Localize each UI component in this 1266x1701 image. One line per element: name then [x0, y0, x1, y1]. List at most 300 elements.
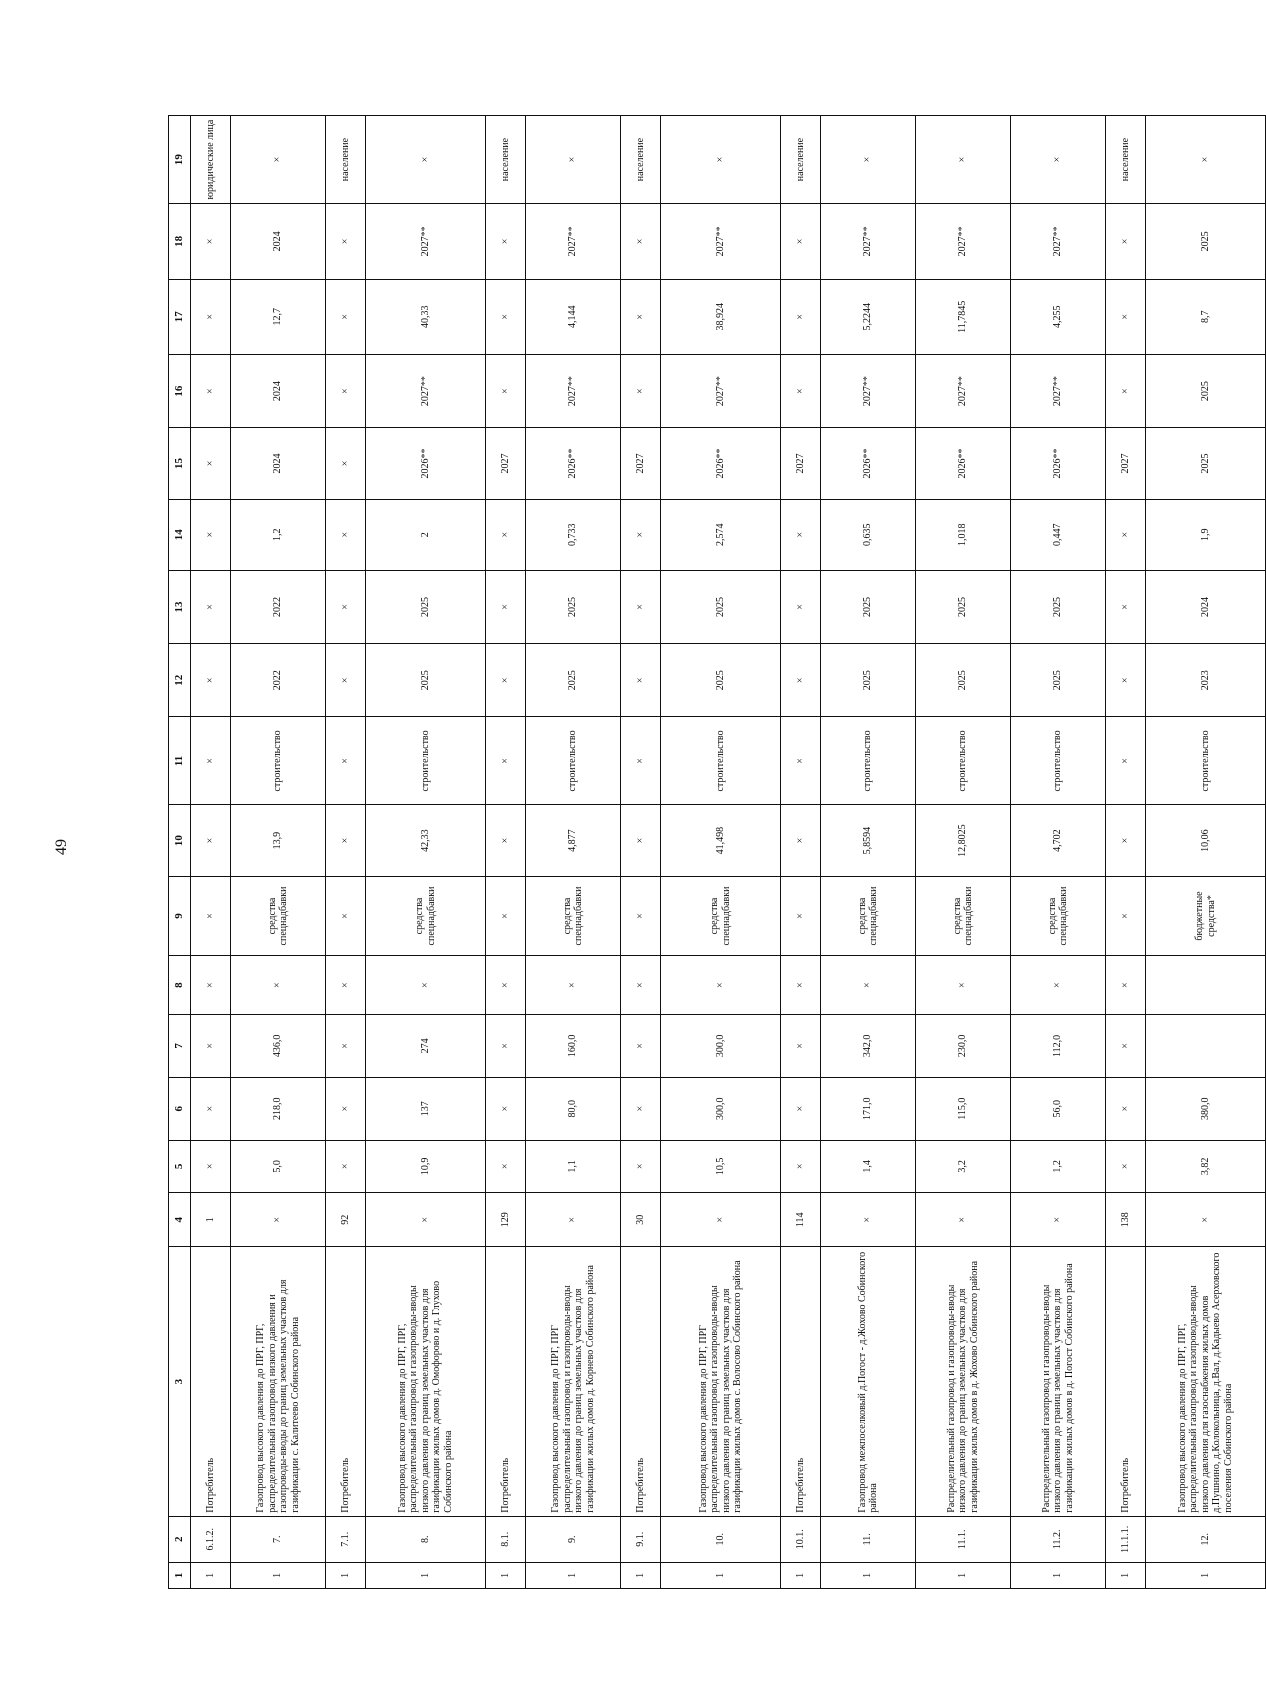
- table-cell: ×: [1146, 1193, 1266, 1247]
- table-cell: ×: [621, 1140, 661, 1192]
- table-cell: 2025: [661, 570, 781, 643]
- table-cell: строительство: [661, 717, 781, 805]
- table-cell: 2027**: [1011, 204, 1106, 279]
- table-cell: 274: [366, 1014, 486, 1077]
- table-cell: 230,0: [916, 1014, 1011, 1077]
- table-cell: Распределительный газопровод и газопроводы-вводы низкого давления до границ земельных участков для газификации жилых домов в д. Погост Собинского района: [1011, 1247, 1106, 1516]
- table-cell: ×: [781, 1014, 821, 1077]
- table-cell: 436,0: [231, 1014, 326, 1077]
- table-cell: ×: [326, 1140, 366, 1192]
- table-cell: ×: [191, 717, 231, 805]
- table-cell: ×: [231, 116, 326, 204]
- table-cell: 218,0: [231, 1077, 326, 1140]
- table-cell: ×: [821, 956, 916, 1015]
- table-cell: 112,0: [1011, 1014, 1106, 1077]
- table-cell: ×: [621, 1077, 661, 1140]
- table-cell: 12,8025: [916, 805, 1011, 876]
- table-cell: Газопровод высокого давления до ПРГ, ПРГ, распределительный газопровод и газопроводы-вводы низкого давления для газоснабжения жилых домов д.Пушнино, д.Колокольница, д.Вал, д.Кадыево Асерховского поселения Собинского района: [1146, 1247, 1266, 1516]
- table-cell: ×: [486, 805, 526, 876]
- table-cell: ×: [191, 1014, 231, 1077]
- table-cell: 92: [326, 1193, 366, 1247]
- table-cell: 1,9: [1146, 499, 1266, 570]
- table-cell: ×: [326, 644, 366, 717]
- table-cell: 2027: [621, 428, 661, 499]
- table-cell: ×: [231, 1193, 326, 1247]
- table-cell: ×: [191, 499, 231, 570]
- table-cell: ×: [326, 279, 366, 354]
- table-cell: 2023: [1146, 644, 1266, 717]
- table-cell: 2025: [1011, 644, 1106, 717]
- column-header: 3: [169, 1247, 191, 1516]
- column-header: 14: [169, 499, 191, 570]
- table-cell: 8,7: [1146, 279, 1266, 354]
- table-cell: 2027**: [821, 204, 916, 279]
- table-cell: 300,0: [661, 1014, 781, 1077]
- table-cell: 2027**: [366, 355, 486, 428]
- table-cell: 2025: [366, 570, 486, 643]
- table-cell: ×: [486, 1014, 526, 1077]
- table-cell: ×: [1106, 956, 1146, 1015]
- table-cell: [1146, 1014, 1266, 1077]
- table-cell: 9.1.: [621, 1516, 661, 1562]
- table-cell: ×: [621, 876, 661, 956]
- table-cell: ×: [621, 279, 661, 354]
- table-cell: ×: [526, 956, 621, 1015]
- table-cell: 2022: [231, 570, 326, 643]
- column-header: 19: [169, 116, 191, 204]
- table-cell: 3,2: [916, 1140, 1011, 1192]
- table-cell: [1146, 956, 1266, 1015]
- table-cell: 8.: [366, 1516, 486, 1562]
- table-cell: ×: [781, 204, 821, 279]
- table-cell: ×: [1106, 1077, 1146, 1140]
- table-cell: 2022: [231, 644, 326, 717]
- table-cell: 5,2244: [821, 279, 916, 354]
- table-cell: население: [781, 116, 821, 204]
- table-cell: 1: [1146, 1562, 1266, 1588]
- table-cell: ×: [621, 956, 661, 1015]
- table-cell: 2,574: [661, 499, 781, 570]
- table-cell: ×: [1146, 116, 1266, 204]
- table-row: [821, 116, 916, 1589]
- table-cell: ×: [191, 204, 231, 279]
- table-cell: ×: [1106, 1014, 1146, 1077]
- table-cell: ×: [1106, 717, 1146, 805]
- table-cell: ×: [486, 499, 526, 570]
- table-cell: 2025: [821, 570, 916, 643]
- table-cell: 1: [326, 1562, 366, 1588]
- table-cell: средства спецнадбавки: [1011, 876, 1106, 956]
- column-header: 17: [169, 279, 191, 354]
- table-cell: 56,0: [1011, 1077, 1106, 1140]
- table-cell: ×: [326, 876, 366, 956]
- table-cell: ×: [621, 805, 661, 876]
- table-cell: строительство: [1146, 717, 1266, 805]
- table-cell: 12,7: [231, 279, 326, 354]
- table-cell: ×: [1106, 355, 1146, 428]
- table-cell: ×: [781, 1077, 821, 1140]
- table-cell: 2025: [821, 644, 916, 717]
- table-cell: ×: [781, 1140, 821, 1192]
- table-cell: Потребитель: [1106, 1247, 1146, 1516]
- table-cell: 1,4: [821, 1140, 916, 1192]
- table-cell: 5,0: [231, 1140, 326, 1192]
- table-cell: ×: [621, 644, 661, 717]
- table-cell: 2026**: [1011, 428, 1106, 499]
- table-cell: ×: [1011, 956, 1106, 1015]
- table-cell: строительство: [916, 717, 1011, 805]
- table-cell: 2024: [231, 428, 326, 499]
- table-cell: 10.: [661, 1516, 781, 1562]
- table-cell: население: [1106, 116, 1146, 204]
- table-cell: ×: [326, 204, 366, 279]
- table-cell: 1,1: [526, 1140, 621, 1192]
- table-row: [231, 116, 326, 1589]
- table-cell: ×: [1011, 116, 1106, 204]
- table-cell: 1: [621, 1562, 661, 1588]
- table-cell: Потребитель: [326, 1247, 366, 1516]
- table-cell: 138: [1106, 1193, 1146, 1247]
- column-header: 10: [169, 805, 191, 876]
- table-cell: ×: [486, 717, 526, 805]
- table-cell: 2027**: [821, 355, 916, 428]
- column-header: 18: [169, 204, 191, 279]
- table-cell: ×: [916, 116, 1011, 204]
- table-cell: ×: [191, 428, 231, 499]
- table-cell: 2026**: [661, 428, 781, 499]
- table-cell: 2024: [231, 355, 326, 428]
- table-cell: ×: [191, 805, 231, 876]
- table-cell: ×: [661, 956, 781, 1015]
- column-header: 11: [169, 717, 191, 805]
- table-cell: 2025: [916, 644, 1011, 717]
- table-cell: 2027**: [526, 355, 621, 428]
- column-header: 8: [169, 956, 191, 1015]
- table-cell: 115,0: [916, 1077, 1011, 1140]
- table-cell: ×: [1106, 499, 1146, 570]
- table-row: [191, 116, 231, 1589]
- table-cell: 2027**: [366, 204, 486, 279]
- table-cell: 380,0: [1146, 1077, 1266, 1140]
- table-cell: ×: [661, 1193, 781, 1247]
- table-cell: ×: [191, 355, 231, 428]
- rotated-table-wrapper: [168, 115, 1234, 1589]
- column-header: 5: [169, 1140, 191, 1192]
- gas-pipeline-table: [168, 115, 1266, 1589]
- table-cell: ×: [326, 956, 366, 1015]
- table-cell: 7.: [231, 1516, 326, 1562]
- table-cell: 1: [661, 1562, 781, 1588]
- table-cell: ×: [486, 1077, 526, 1140]
- table-cell: 3,82: [1146, 1140, 1266, 1192]
- table-cell: ×: [366, 956, 486, 1015]
- table-cell: ×: [781, 570, 821, 643]
- table-cell: 2025: [1011, 570, 1106, 643]
- column-header: 16: [169, 355, 191, 428]
- table-cell: ×: [781, 717, 821, 805]
- table-cell: 1: [191, 1562, 231, 1588]
- column-header: 2: [169, 1516, 191, 1562]
- table-cell: 2025: [1146, 204, 1266, 279]
- table-cell: 1: [916, 1562, 1011, 1588]
- table-cell: ×: [191, 279, 231, 354]
- table-cell: 0,447: [1011, 499, 1106, 570]
- table-cell: бюджетные средства*: [1146, 876, 1266, 956]
- table-cell: 2026**: [366, 428, 486, 499]
- table-cell: ×: [326, 717, 366, 805]
- table-cell: население: [621, 116, 661, 204]
- table-cell: 4,255: [1011, 279, 1106, 354]
- table-cell: ×: [1106, 204, 1146, 279]
- column-header: 6: [169, 1077, 191, 1140]
- table-cell: 80,0: [526, 1077, 621, 1140]
- table-cell: средства спецнадбавки: [366, 876, 486, 956]
- table-cell: 11.1.1.: [1106, 1516, 1146, 1562]
- table-cell: ×: [1011, 1193, 1106, 1247]
- column-header: 1: [169, 1562, 191, 1588]
- table-cell: ×: [191, 1140, 231, 1192]
- table-cell: 2027**: [1011, 355, 1106, 428]
- table-cell: ×: [191, 1077, 231, 1140]
- table-cell: 1,2: [1011, 1140, 1106, 1192]
- table-cell: 6.1.2.: [191, 1516, 231, 1562]
- table-cell: ×: [486, 279, 526, 354]
- table-cell: строительство: [526, 717, 621, 805]
- table-cell: ×: [326, 805, 366, 876]
- table-cell: 13,9: [231, 805, 326, 876]
- table-cell: ×: [486, 1140, 526, 1192]
- table-cell: ×: [621, 570, 661, 643]
- table-cell: 171,0: [821, 1077, 916, 1140]
- table-cell: 10,9: [366, 1140, 486, 1192]
- table-cell: Потребитель: [486, 1247, 526, 1516]
- table-cell: 2025: [661, 644, 781, 717]
- table-cell: средства спецнадбавки: [916, 876, 1011, 956]
- table-cell: 2025: [526, 644, 621, 717]
- table-cell: ×: [781, 499, 821, 570]
- table-cell: средства спецнадбавки: [821, 876, 916, 956]
- table-cell: 129: [486, 1193, 526, 1247]
- table-cell: 5,8594: [821, 805, 916, 876]
- column-header: 4: [169, 1193, 191, 1247]
- table-cell: ×: [191, 570, 231, 643]
- table-cell: 0,733: [526, 499, 621, 570]
- table-cell: 12.: [1146, 1516, 1266, 1562]
- table-cell: Потребитель: [191, 1247, 231, 1516]
- table-body: [191, 116, 1266, 1589]
- table-cell: ×: [781, 644, 821, 717]
- table-cell: ×: [486, 956, 526, 1015]
- table-cell: 160,0: [526, 1014, 621, 1077]
- table-cell: 2027**: [661, 204, 781, 279]
- table-cell: ×: [191, 644, 231, 717]
- table-cell: 2027: [781, 428, 821, 499]
- table-cell: ×: [621, 204, 661, 279]
- table-cell: ×: [1106, 1140, 1146, 1192]
- table-cell: ×: [621, 499, 661, 570]
- table-cell: 2025: [916, 570, 1011, 643]
- column-header: 13: [169, 570, 191, 643]
- table-cell: 11.: [821, 1516, 916, 1562]
- table-cell: ×: [486, 644, 526, 717]
- table-header-row: [169, 116, 191, 1589]
- table-cell: ×: [326, 570, 366, 643]
- table-cell: 2026**: [916, 428, 1011, 499]
- table-row: [1146, 116, 1266, 1589]
- table-cell: 2027**: [661, 355, 781, 428]
- table-cell: ×: [191, 876, 231, 956]
- table-cell: ×: [621, 355, 661, 428]
- table-cell: 2026**: [821, 428, 916, 499]
- table-cell: 1: [366, 1562, 486, 1588]
- table-cell: средства спецнадбавки: [231, 876, 326, 956]
- table-cell: население: [486, 116, 526, 204]
- table-cell: ×: [366, 116, 486, 204]
- table-cell: 1: [1106, 1562, 1146, 1588]
- table-row: [781, 116, 821, 1589]
- table-cell: Газопровод межпоселковый д.Погост - д.Жохово Собинского района: [821, 1247, 916, 1516]
- table-cell: ×: [916, 956, 1011, 1015]
- table-cell: 2: [366, 499, 486, 570]
- table-cell: 2027: [1106, 428, 1146, 499]
- table-row: [916, 116, 1011, 1589]
- table-cell: 1: [526, 1562, 621, 1588]
- table-cell: ×: [781, 805, 821, 876]
- table-cell: ×: [781, 355, 821, 428]
- table-cell: ×: [781, 956, 821, 1015]
- table-cell: ×: [1106, 805, 1146, 876]
- table-cell: Газопровод высокого давления до ПРГ, ПРГ распределительный газопровод и газопроводы-вводы низкого давления до границ земельных участков для газификации жилых домов д. Корнево Собинского района: [526, 1247, 621, 1516]
- table-cell: Газопровод высокого давления до ПРГ, ПРГ, распределительный газопровод низкого давления и газопроводы-вводы до границ земельных участков для газификации с. Калитеево Собинского района: [231, 1247, 326, 1516]
- table-cell: 10,06: [1146, 805, 1266, 876]
- table-cell: ×: [621, 1014, 661, 1077]
- table-cell: средства спецнадбавки: [661, 876, 781, 956]
- table-cell: ×: [486, 204, 526, 279]
- table-cell: 8.1.: [486, 1516, 526, 1562]
- table-cell: 1: [231, 1562, 326, 1588]
- table-cell: 30: [621, 1193, 661, 1247]
- column-header: 7: [169, 1014, 191, 1077]
- table-cell: ×: [326, 1077, 366, 1140]
- table-cell: 41,498: [661, 805, 781, 876]
- table-cell: ×: [191, 956, 231, 1015]
- table-cell: 10,5: [661, 1140, 781, 1192]
- column-header: 15: [169, 428, 191, 499]
- table-cell: ×: [781, 876, 821, 956]
- table-cell: 342,0: [821, 1014, 916, 1077]
- table-cell: 2027: [486, 428, 526, 499]
- table-cell: 2025: [526, 570, 621, 643]
- table-cell: 38,924: [661, 279, 781, 354]
- table-cell: 4,144: [526, 279, 621, 354]
- table-cell: 2025: [366, 644, 486, 717]
- table-cell: 1,2: [231, 499, 326, 570]
- table-cell: 2025: [1146, 428, 1266, 499]
- table-cell: ×: [916, 1193, 1011, 1247]
- table-cell: 2025: [1146, 355, 1266, 428]
- table-cell: ×: [1106, 876, 1146, 956]
- table-cell: 114: [781, 1193, 821, 1247]
- table-cell: 42,33: [366, 805, 486, 876]
- table-cell: ×: [326, 428, 366, 499]
- table-cell: ×: [326, 1014, 366, 1077]
- table-cell: ×: [1106, 570, 1146, 643]
- table-row: [486, 116, 526, 1589]
- table-cell: 1: [821, 1562, 916, 1588]
- table-row: [661, 116, 781, 1589]
- table-cell: ×: [821, 1193, 916, 1247]
- table-cell: 9.: [526, 1516, 621, 1562]
- table-cell: 2024: [231, 204, 326, 279]
- table-row: [621, 116, 661, 1589]
- table-cell: 1: [1011, 1562, 1106, 1588]
- table-cell: ×: [326, 355, 366, 428]
- table-cell: 1: [781, 1562, 821, 1588]
- table-cell: 2024: [1146, 570, 1266, 643]
- table-cell: ×: [486, 355, 526, 428]
- table-row: [1106, 116, 1146, 1589]
- table-cell: 1: [191, 1193, 231, 1247]
- table-cell: 2027**: [916, 355, 1011, 428]
- table-cell: ×: [366, 1193, 486, 1247]
- table-cell: Потребитель: [621, 1247, 661, 1516]
- table-cell: Потребитель: [781, 1247, 821, 1516]
- table-cell: 11.1.: [916, 1516, 1011, 1562]
- table-cell: ×: [526, 116, 621, 204]
- table-cell: ×: [486, 570, 526, 643]
- table-row: [366, 116, 486, 1589]
- table-cell: Газопровод высокого давления до ПРГ, ПРГ, распределительный газопровод и газопроводы-вводы низкого давления до границ земельных участков для газификации жилых домов д. Омофорово и д. Глухово Собинского района: [366, 1247, 486, 1516]
- table-cell: 2027**: [916, 204, 1011, 279]
- table-cell: ×: [661, 116, 781, 204]
- table-cell: 2027**: [526, 204, 621, 279]
- table-row: [526, 116, 621, 1589]
- table-cell: ×: [1106, 644, 1146, 717]
- table-cell: средства спецнадбавки: [526, 876, 621, 956]
- table-cell: 40,33: [366, 279, 486, 354]
- table-cell: строительство: [1011, 717, 1106, 805]
- table-cell: Распределительный газопровод и газопроводы-вводы низкого давления до границ земельных участков для газификации жилых домов в д. Жохово Собинского района: [916, 1247, 1011, 1516]
- table-cell: ×: [621, 717, 661, 805]
- table-cell: 1,018: [916, 499, 1011, 570]
- table-cell: ×: [781, 279, 821, 354]
- column-header: 12: [169, 644, 191, 717]
- table-cell: юридические лица: [191, 116, 231, 204]
- table-cell: ×: [486, 876, 526, 956]
- table-cell: 4,877: [526, 805, 621, 876]
- table-cell: ×: [526, 1193, 621, 1247]
- table-row: [326, 116, 366, 1589]
- table-cell: строительство: [821, 717, 916, 805]
- table-cell: Газопровод высокого давления до ПРГ, ПРГ распределительный газопровод и газопроводы-вводы низкого давления до границ земельных участков для газификации жилых домов с. Волосово Собинского района: [661, 1247, 781, 1516]
- column-header: 9: [169, 876, 191, 956]
- table-cell: ×: [326, 499, 366, 570]
- table-cell: 137: [366, 1077, 486, 1140]
- table-cell: строительство: [366, 717, 486, 805]
- page-number: 49: [53, 839, 70, 855]
- table-cell: 1: [486, 1562, 526, 1588]
- table-row: [1011, 116, 1106, 1589]
- table-cell: 11,7845: [916, 279, 1011, 354]
- table-cell: 4,702: [1011, 805, 1106, 876]
- table-cell: 300,0: [661, 1077, 781, 1140]
- table-cell: 2026**: [526, 428, 621, 499]
- table-cell: 7.1.: [326, 1516, 366, 1562]
- table-cell: ×: [821, 116, 916, 204]
- table-cell: население: [326, 116, 366, 204]
- table-cell: ×: [231, 956, 326, 1015]
- table-cell: строительство: [231, 717, 326, 805]
